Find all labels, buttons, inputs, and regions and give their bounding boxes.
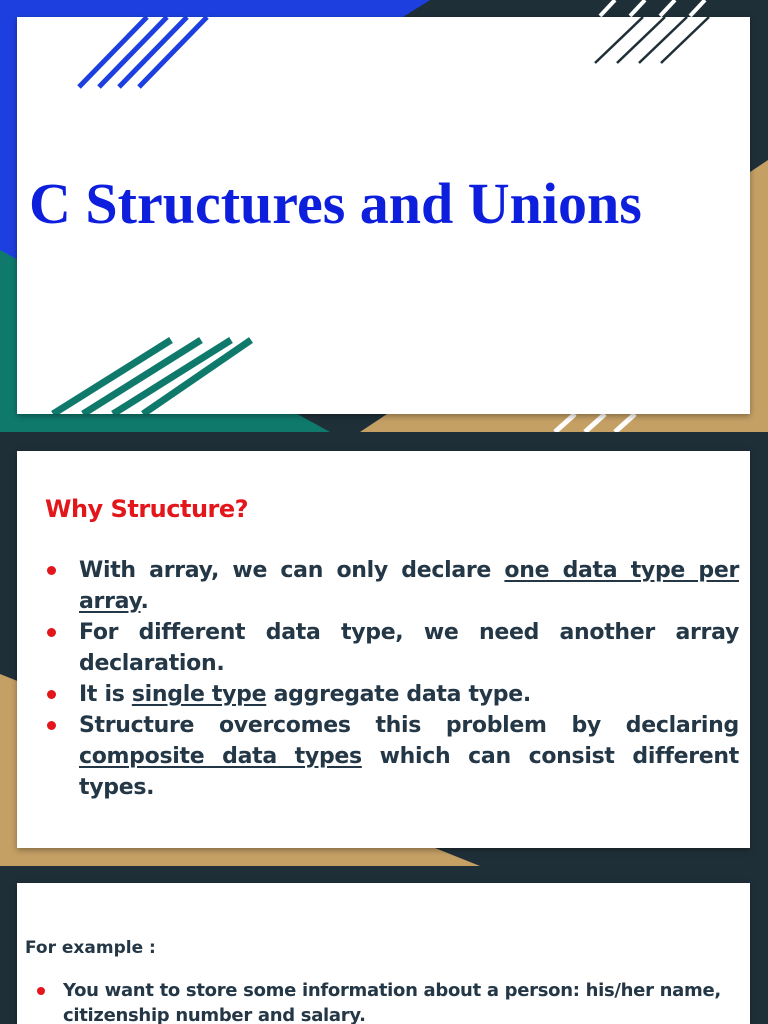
bullet-text: It is	[79, 682, 132, 707]
slide-why-structure	[0, 434, 768, 866]
bullet-emphasis: single type	[131, 682, 267, 707]
example-heading: For example :	[25, 938, 156, 958]
bullet-text-end: .	[140, 589, 149, 614]
bullet-item	[45, 617, 739, 679]
slide-example	[0, 868, 768, 1024]
bullet-item	[45, 710, 739, 803]
bullet-list	[45, 555, 739, 803]
white-stripes-top	[600, 0, 705, 16]
bullet-text-end: aggregate data type.	[266, 682, 531, 707]
example-bullet-item: You want to store some information about a person: his/her name, citizenship number and salary.	[31, 978, 747, 1024]
example-card	[17, 883, 750, 1024]
slide-title	[0, 0, 768, 432]
bullet-emphasis: one data type per array	[79, 558, 739, 614]
section-heading: Why Structure?	[45, 495, 249, 523]
example-bullet-list	[31, 978, 747, 1024]
bullet-item	[45, 555, 739, 617]
bullet-text: With array, we can only declare	[79, 558, 505, 583]
bullet-emphasis: composite data types	[79, 744, 362, 769]
slide-title-text: C Structures and Unions	[29, 171, 642, 236]
bullet-text-end: which can consist different types.	[79, 744, 739, 800]
bullet-text: Structure overcomes this problem by declaring	[79, 713, 739, 738]
bullet-text: For different data type, we need another array declaration.	[79, 620, 739, 676]
bullet-item	[45, 679, 739, 710]
title-card	[17, 17, 750, 414]
content-card	[17, 451, 750, 848]
